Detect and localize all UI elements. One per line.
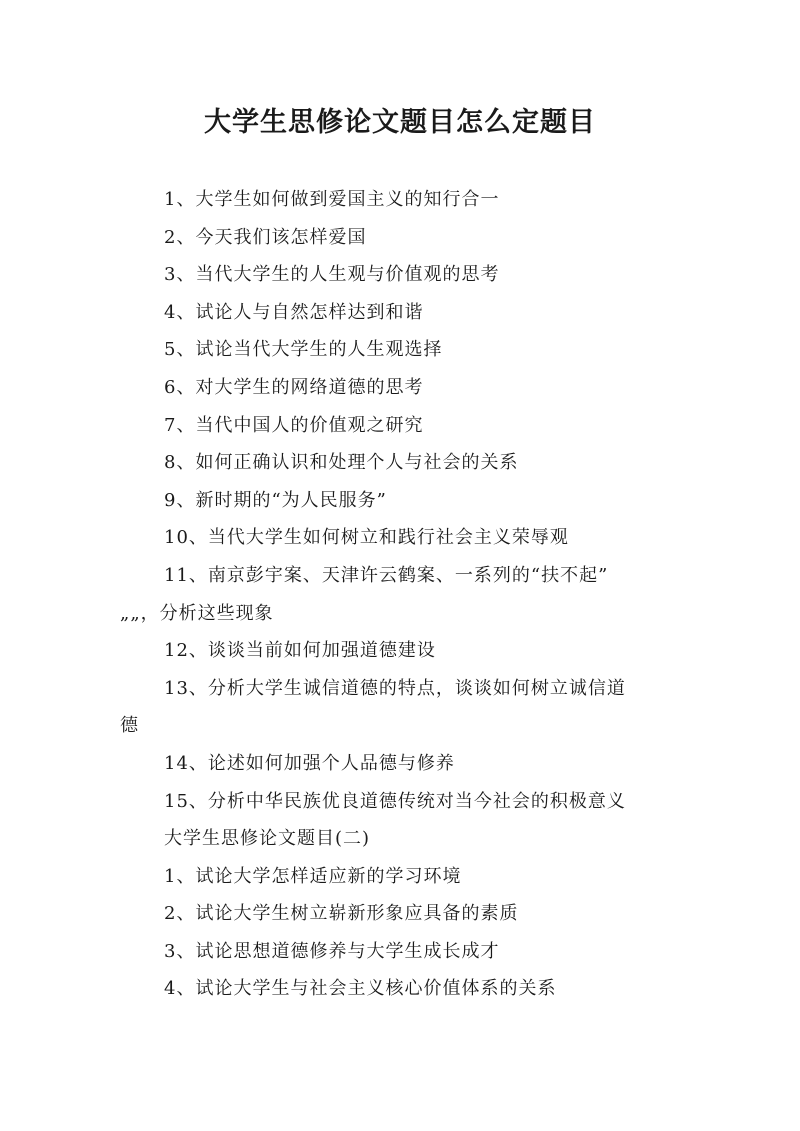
list-item: 4、试论人与自然怎样达到和谐: [164, 301, 424, 323]
list-item: 15、分析中华民族优良道德传统对当今社会的积极意义: [164, 790, 626, 812]
list-item: 3、当代大学生的人生观与价值观的思考: [164, 264, 500, 286]
section-heading: 大学生思修论文题目(二): [164, 828, 371, 850]
list-item: 1、试论大学怎样适应新的学习环境: [164, 865, 462, 887]
list-item: 3、试论思想道德修养与大学生成长成才: [164, 940, 500, 962]
list-item: 10、当代大学生如何树立和践行社会主义荣辱观: [164, 527, 569, 549]
list-item: 2、试论大学生树立崭新形象应具备的素质: [164, 903, 519, 925]
list-item-11: [120, 557, 690, 632]
list-item: 12、谈谈当前如何加强道德建设: [164, 640, 436, 662]
list-item: 7、当代中国人的价值观之研究: [164, 414, 424, 436]
list-item-11-line-2: „„，分析这些现象: [120, 602, 274, 624]
list-item-11-line-1: 11、南京彭宇案、天津许云鹤案、一系列的“扶不起”: [164, 564, 609, 586]
list-item-13-line-2: 德: [120, 715, 139, 737]
list-item: 6、对大学生的网络道德的思考: [164, 376, 424, 398]
list-item-13-line-1: 13、分析大学生诚信道德的特点，谈谈如何树立诚信道: [164, 677, 626, 699]
document-body: [120, 181, 690, 1008]
list-item: 14、论述如何加强个人品德与修养: [164, 752, 455, 774]
list-item: 9、新时期的“为人民服务”: [164, 489, 387, 511]
list-item: 5、试论当代大学生的人生观选择: [164, 339, 443, 361]
list-item-13: [120, 670, 690, 745]
document-title: 大学生思修论文题目怎么定题目: [204, 107, 596, 138]
list-item: 8、如何正确认识和处理个人与社会的关系: [164, 452, 519, 474]
list-item: 2、今天我们该怎样爱国: [164, 226, 367, 248]
list-item: 1、大学生如何做到爱国主义的知行合一: [164, 189, 500, 210]
list-item: 4、试论大学生与社会主义核心价值体系的关系: [164, 978, 557, 1000]
